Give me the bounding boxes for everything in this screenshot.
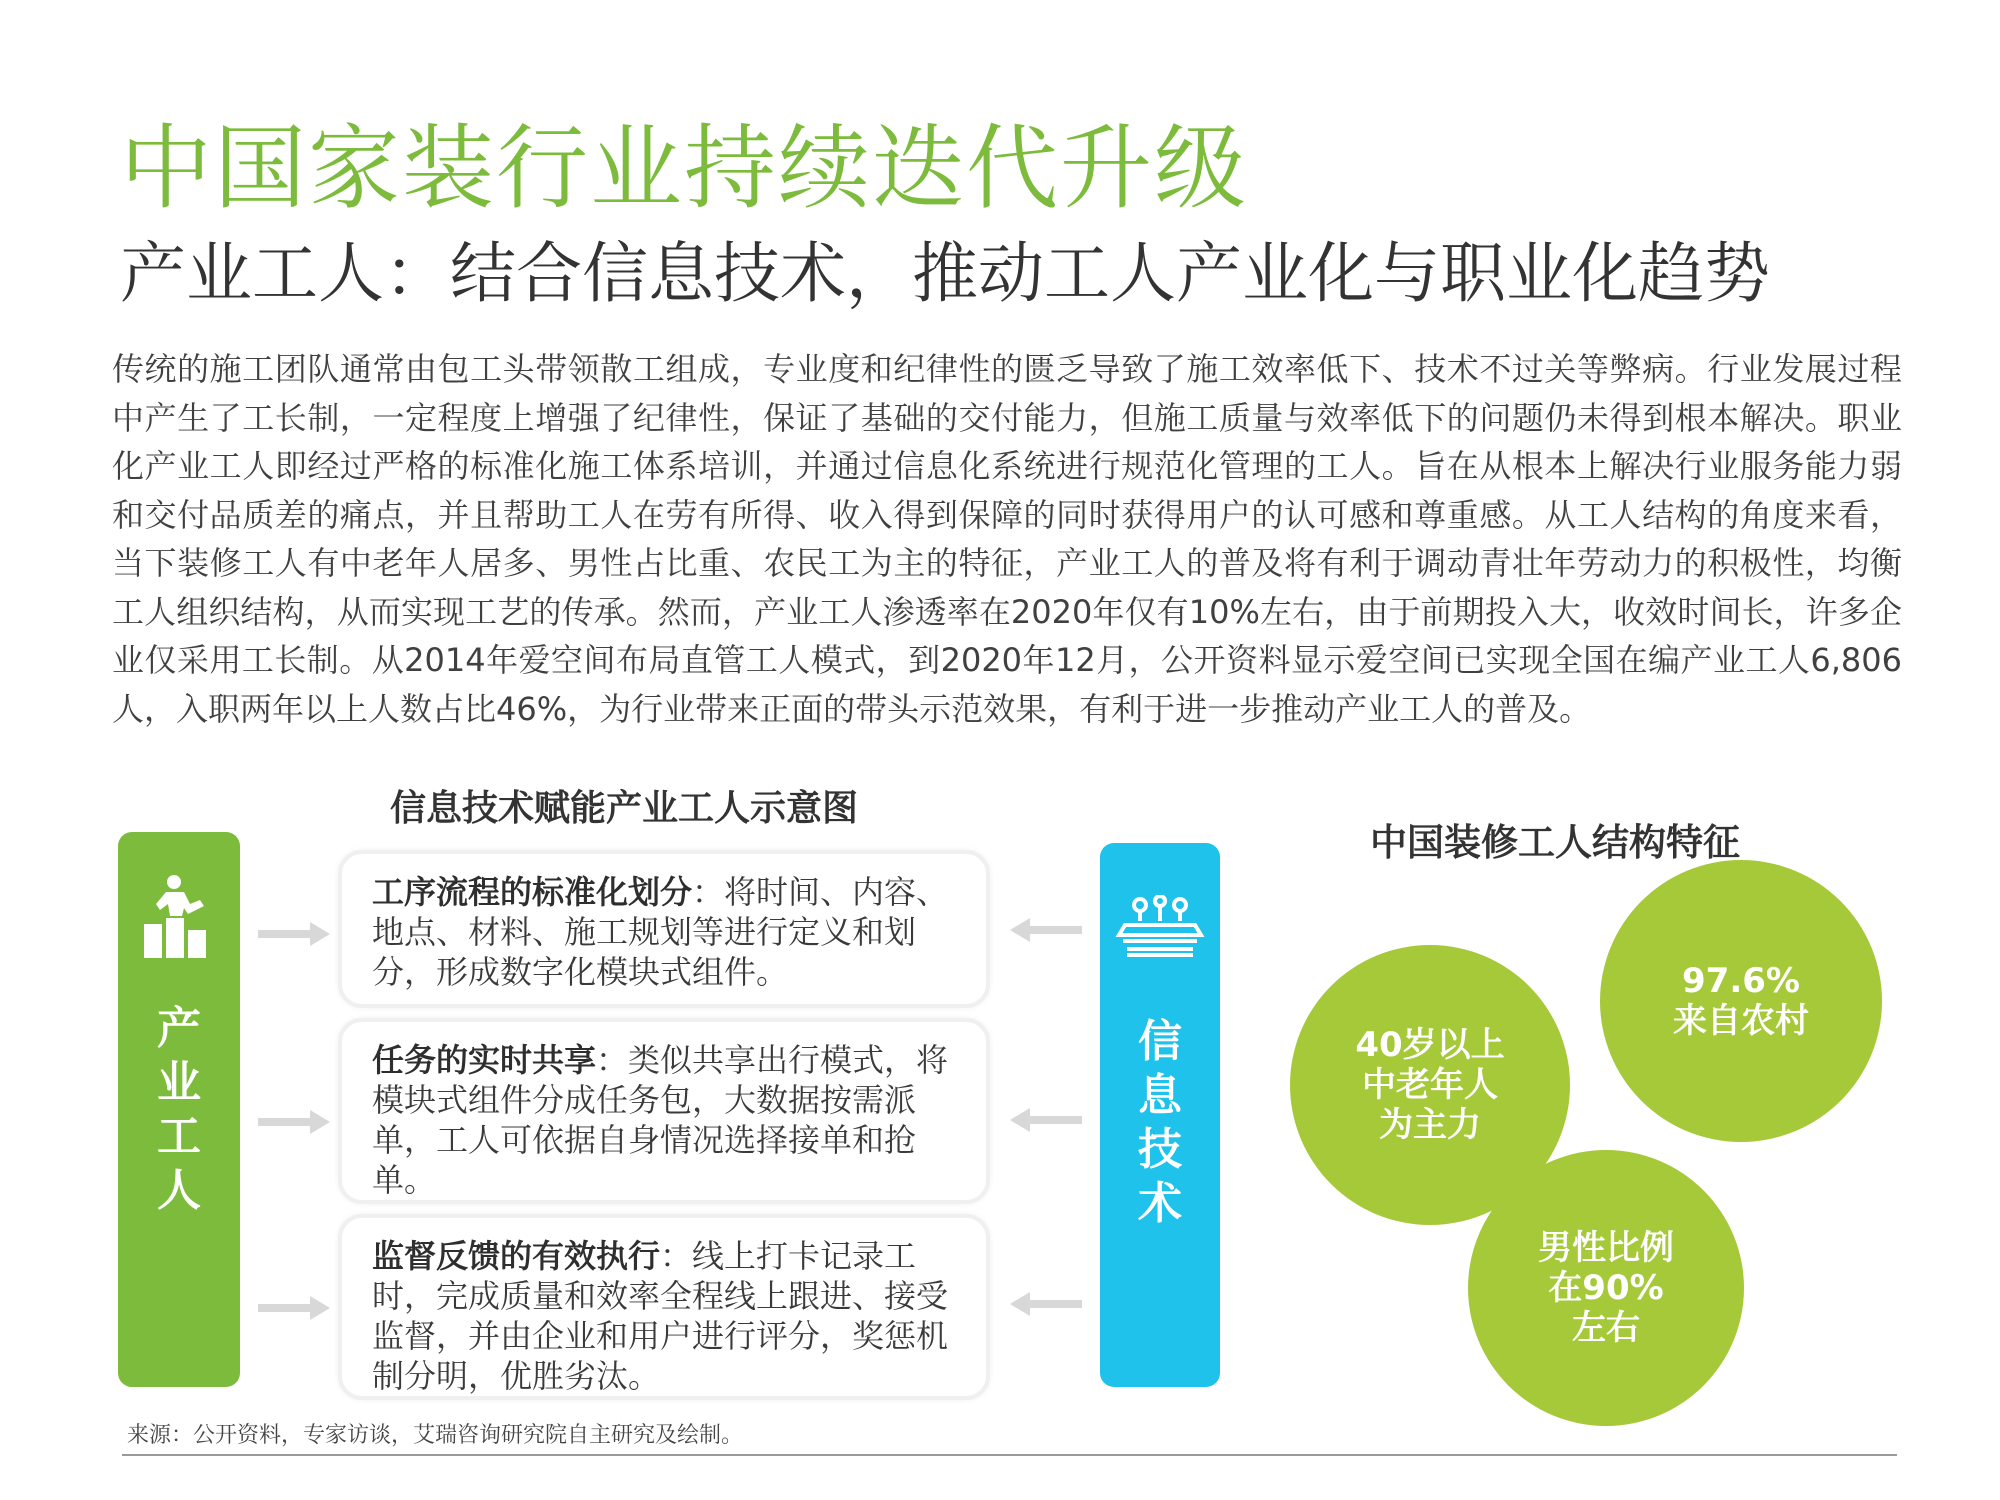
industrial-worker-label: [118, 1002, 240, 1218]
diagram-title: 信息技术赋能产业工人示意图: [390, 788, 859, 829]
industrial-worker-pillar: [118, 832, 240, 1387]
arrow-right-icon: [258, 922, 330, 946]
info-box-text: ：类似共享出行模式，将模块式组件分成任务包，大数据按需派单，工人可依据自身情况选择接单和抢单。: [372, 1041, 949, 1199]
info-box-text: ：线上打卡记录工时，完成质量和效率全程线上跟进、接受监督，并由企业和用户进行评分，奖惩机制分明，优胜劣汰。: [372, 1237, 949, 1395]
arrow-left-icon: [1010, 918, 1082, 942]
industrial-worker-label-text: 产 业 工 人: [157, 1003, 201, 1216]
info-box-heading: 工序流程的标准化划分: [372, 873, 693, 911]
arrow-right-icon: [258, 1110, 330, 1134]
arrow-left-icon: [1010, 1108, 1082, 1132]
page-subtitle: 产业工人：结合信息技术，推动工人产业化与职业化趋势: [120, 235, 1770, 312]
arrow-right-icon: [258, 1296, 330, 1320]
body-paragraph: 传统的施工团队通常由包工头带领散工组成，专业度和纪律性的匮乏导致了施工效率低下、技术不过关等弊病。行业发展过程中产生了工长制，一定程度上增强了纪律性，保证了基础的交付能力，但施工质量与效率低下的问题仍未得到根本解决。职业化产业工人即经过严格的标准化施工体系培训，并通过信息化系统进行规范化管理的工人。旨在从根本上解决行业服务能力弱和交付品质差的痛点，并且帮助工人在劳有所得、收入得到保障的同时获得用户的认可感和尊重感。从工人结构的角度来看，当下装修工人有中老年人居多、男性占比重、农民工为主的特征，产业工人的普及将有利于调动青壮年劳动力的积极性，均衡工人组织结构，从而实现工艺的传承。然而，产业工人渗透率在2020年仅有10%左右，由于前期投入大，收效时间长，许多企业仅采用工长制。从2014年爱空间布局直管工人模式，到2020年12月，公开资料显示爱空间已实现全国在编产业工人6,806人，入职两年以上人数占比46%，为行业带来正面的带头示范效果，有利于进一步推动产业工人的普及。: [112, 350, 1902, 728]
info-box-heading: 任务的实时共享: [372, 1041, 597, 1079]
source-note: 来源：公开资料，专家访谈，艾瑞咨询研究院自主研究及绘制。: [127, 1423, 744, 1448]
info-box-heading: 监督反馈的有效执行: [372, 1237, 661, 1275]
feature-circle-rural: [1600, 860, 1882, 1142]
features-title: 中国装修工人结构特征: [1370, 821, 1740, 864]
feature-circle-gender: [1468, 1150, 1744, 1426]
worker-climbing-icon: [144, 874, 214, 962]
information-technology-label: [1100, 1015, 1220, 1231]
feature-circle-text: 40岁以上 中老年人 为主力: [1355, 1025, 1505, 1145]
info-box-standardization: [338, 850, 990, 1008]
bottom-divider: [122, 1454, 1897, 1456]
network-platform-icon: [1115, 895, 1205, 965]
info-box-task-sharing: [338, 1018, 990, 1204]
arrow-left-icon: [1010, 1292, 1082, 1316]
information-technology-label-text: 信 息 技 术: [1138, 1016, 1182, 1229]
info-box-text: ：将时间、内容、地点、材料、施工规划等进行定义和划分，形成数字化模块式组件。: [372, 873, 949, 991]
info-box-supervision: [338, 1214, 990, 1400]
feature-circle-text: 男性比例 在90% 左右: [1538, 1228, 1674, 1348]
page-title: 中国家装行业持续迭代升级: [120, 115, 1249, 222]
feature-circle-text: 97.6% 来自农村: [1673, 961, 1809, 1041]
information-technology-pillar: [1100, 843, 1220, 1387]
